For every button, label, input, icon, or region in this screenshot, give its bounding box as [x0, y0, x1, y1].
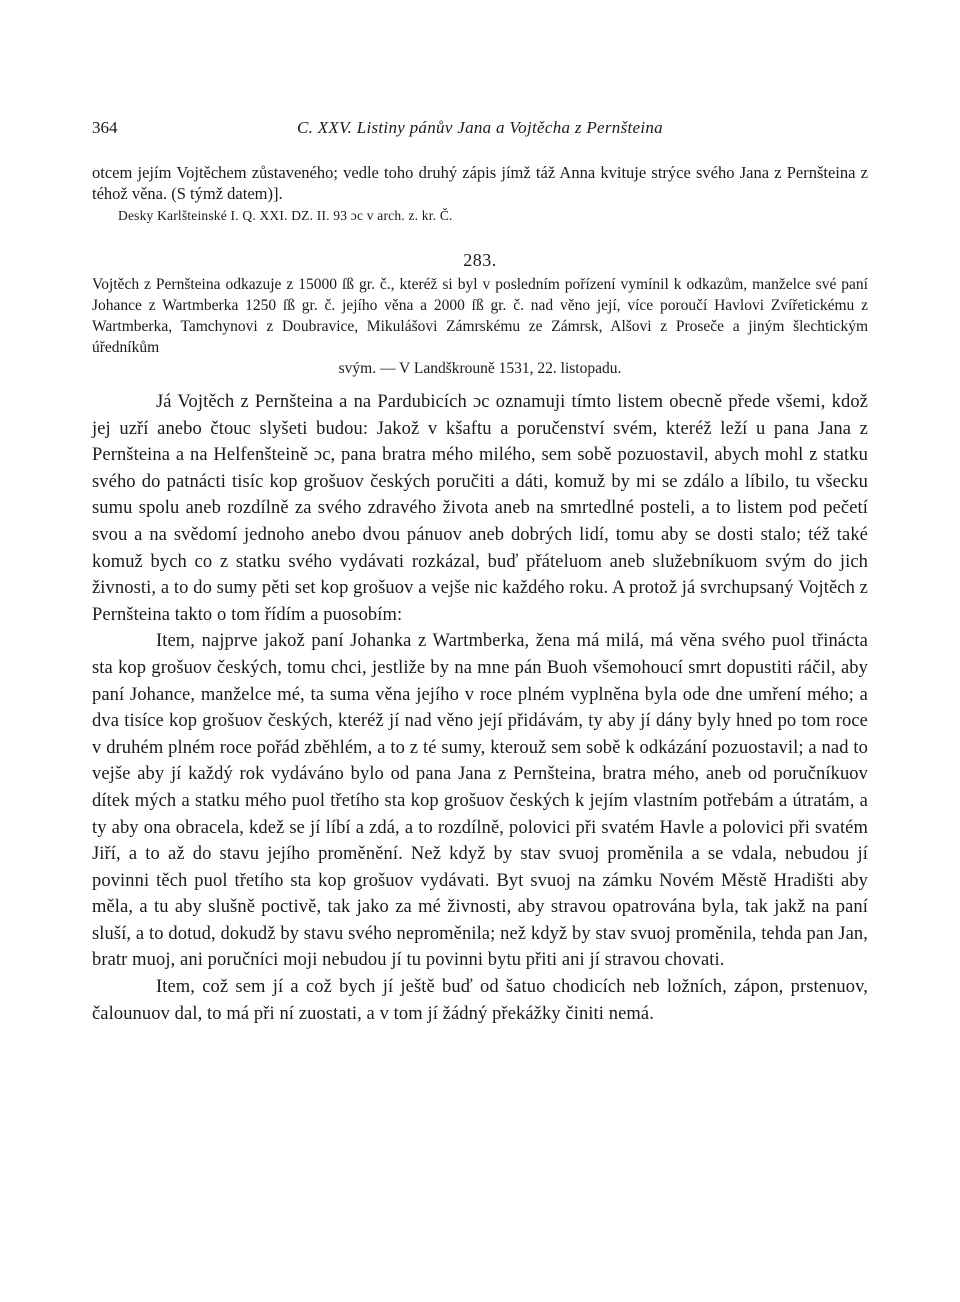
document-number: 283.	[463, 250, 497, 270]
intro-text: otcem jejím Vojtěchem zůstaveného; vedle toho druhý zápis jímž táž Anna kvituje strýce svého Jana z Pernšteina z téhož věna. (S týmž datem)].	[92, 163, 868, 203]
intro-section	[92, 162, 868, 226]
regest-text: Vojtěch z Pernšteina odkazuje z 15000 ſß gr. č., kteréž si byl v posledním pořízení vymínil k odkazům, manželce své paní Johance z Wartmberka 1250 ſß gr. č. jejího věna a 2000 ſß gr. č. nad věno její, více poroučí Havlovi Zvířetickému z Wartmberka, Tamchynovi z Doubravice, Mikulášovi Zámrskému ze Zámrsk, Alšovi z Proseče a jiným šlechtickým úředníkům	[92, 276, 868, 356]
regest-date: svým. — V Landškrouně 1531, 22. listopadu.	[338, 360, 622, 377]
page-number: 364	[92, 118, 118, 137]
body-paragraph: Já Vojtěch z Pernšteina a na Pardubicích ɔc oznamuji tímto listem obecně přede všemi, kdož jej uzří anebo čtouc slyšeti budou: Jakož v kšaftu a poručenství svém, kteréž leží u pana Jana z Pernšteina a na Helfenšteině ɔc, pana bratra mého milého, sem sobě pozuostavil, abych mohl z statku svého do patnácti tisíc kop grošuov českých poručiti a dáti, komuž by mi se zdálo a líbilo, tu všecku sumu spolu aneb rozdílně za svého zdravého života aneb na smrtedlné posteli, a to listem pod pečetí svou a na svědomí jednoho anebo dvou pánuov aneb dobrých lidí, tomu aby se dosti stalo; též také komuž bych co z statku svého vydávati rozkázal, buď přáteluom aneb služebníkuom svým do jich živnosti, a to do sumy pěti set kop grošuov a vejše nic každého roku. A protož já svrchupsaný Vojtěch z Pernšteina takto o tom řídím a puosobím:	[92, 392, 868, 625]
page-header	[92, 118, 868, 148]
source-citation: Desky Karlšteinské I. Q. XXI. DZ. II. 93 ɔc v arch. z. kr. Č.	[118, 208, 453, 223]
running-title: C. XXV. Listiny pánův Jana a Vojtěcha z Pernšteina	[297, 118, 663, 137]
body-paragraph: Item, najprve jakož paní Johanka z Wartmberka, žena má milá, má věna svého puol třinácta sta kop grošuov českých, tomu chci, jestliže by na mne pán Buoh všemohoucí smrt dopustiti ráčil, aby paní Johance, manželce mé, ta suma věna jejího v roce plném vyplněna byla ode dne umření mého; a dva tisíce kop grošuov českých, kteréž jí nad věno její přidávám, ty aby jí dány byly hned po tom roce v druhém plném roce pořád zběhlém, a to z té sumy, kterouž sem sobě k odkázání pozuostavil; a nad to vejše aby jí každý rok vydáváno bylo od pana Jana z Pernšteina, bratra mého, aneb od poručníkuov dítek mých a statku mého puol třetího sta kop grošuov českých k jejím vlastním potřebám a útratám, a ty aby ona obracela, kdež se jí líbí a zdá, a to rozdílně, polovici při svatém Havle a polovici při svatém Jiří, a to až do stavu jejího proměnění. Než když by stav svuoj proměnila a se vdala, nebudou jí povinni těch puol třetího sta kop grošuov vydávati. Byt svuoj na zámku Novém Městě Hradišti aby měla, a tu aby slušně poctivě, tak jako za mé živnosti, aby stravou opatrována byla, tak jakž na paní sluší, a to dotud, dokudž by stavu svého neproměnila; než když by stav svuoj proměnila, tehda pan Jan, bratr muoj, ani poručníci moji nebudou jí tu povinni bytu přiti ani jí stravou chovati.	[92, 631, 868, 971]
body-paragraph: Item, což sem jí a což bych jí ještě buď od šatuo chodicích neb ložních, zápon, prstenuov, čalounuov dal, to má při ní zuostati, a v tom jí žádný překážky činiti nemá.	[92, 977, 868, 1024]
document-body	[92, 389, 868, 1027]
regest	[92, 274, 868, 379]
